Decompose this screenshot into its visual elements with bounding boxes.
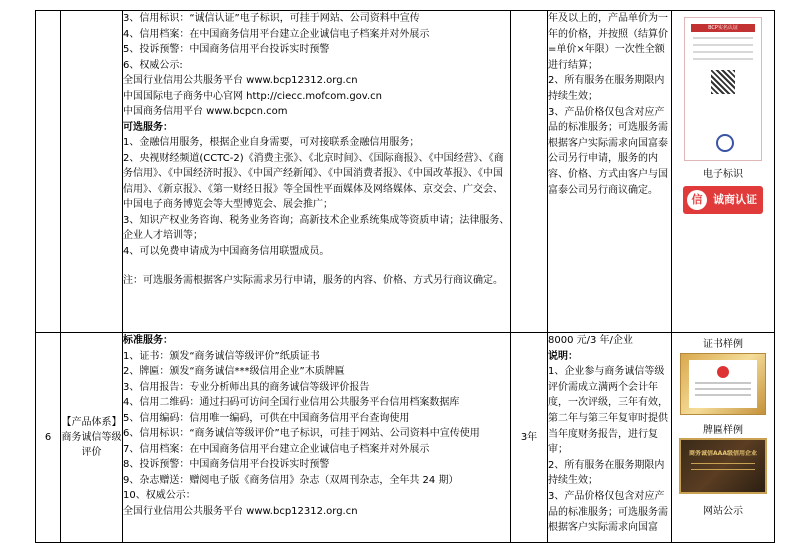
price-value: 8000 元/3 年/企业 xyxy=(548,335,633,346)
product-name-cell: 【产品体系】商务诚信等级评价 xyxy=(61,333,123,543)
service-line: 3、信用标识：“诚信认证”电子标识，可挂于网站、公司资料中宣传 xyxy=(123,13,420,24)
standard-title: 标准服务： xyxy=(123,335,173,346)
service-line: 10、权威公示： xyxy=(123,490,196,501)
service-cell xyxy=(123,11,511,333)
service-cell xyxy=(123,333,511,543)
optional-note: 注：可选服务需根据客户实际需求另行申请，服务的内容、价格、方式另行商议确定。 xyxy=(123,275,503,286)
service-line: 6、信用标识：“商务诚信等级评价”电子标识，可挂于网站、公司资料中宣传使用 xyxy=(123,428,480,439)
service-line: 6、权威公示: xyxy=(123,59,183,71)
price-cell xyxy=(548,11,672,333)
service-line: 2、牌匾：颁发“商务诚信***级信用企业”木质牌匾 xyxy=(123,366,345,377)
plaque-caption: 牌匾样例 xyxy=(703,425,743,436)
service-line: 9、杂志赠送：赠阅电子版《商务信用》杂志（双周刊杂志，全年共 24 期） xyxy=(123,474,459,486)
optional-title: 可选服务： xyxy=(123,121,173,133)
cert-header: BCP实名认证 xyxy=(691,24,755,32)
term-cell-empty xyxy=(511,11,548,333)
service-table xyxy=(35,10,775,543)
service-line: 全国行业信用公共服务平台 www.bcp12312.org.cn xyxy=(123,505,358,517)
seal-icon xyxy=(717,366,729,378)
electronic-certificate-image xyxy=(684,17,762,161)
index-cell: 6 xyxy=(36,333,61,543)
image-cell xyxy=(672,11,775,333)
service-line: 5、投诉预警：中国商务信用平台投诉实时预警 xyxy=(123,44,330,55)
price-line: 2、所有服务在服务期限内持续生效； xyxy=(548,459,665,487)
service-line: 1、证书：颁发“商务诚信等级评价”纸质证书 xyxy=(123,350,320,362)
price-line: 年及以上的，产品单价为一年的价格，并按照（结算价=单价×年限）一次性全额进行结算； xyxy=(548,13,668,71)
price-line: 3、产品价格仅包含对应产品的标准服务；可选服务需根据客户实际需求向国富 xyxy=(548,490,668,534)
seal-icon xyxy=(716,134,734,152)
optional-item: 1、金融信用服务，根据企业自身需要，可对接联系金融信用服务； xyxy=(123,137,420,148)
plaque-sample-image xyxy=(679,438,767,494)
image-cell xyxy=(672,333,775,543)
price-line: 1、企业参与商务诚信等级评价需成立满两个会计年度，一次评级，三年有效，第二年与第三年复审时提供当年度财务报告，进行复审； xyxy=(548,366,668,456)
price-line: 3、产品价格仅包含对应产品的标准服务；可选服务需根据客户实际需求向国富泰公司另行申请，服务的内容、价格、方式由客户与国富泰公司另行商议确定。 xyxy=(548,106,668,196)
index-cell-empty xyxy=(36,11,61,333)
service-line: 4、信用二维码：通过扫码可访问全国行业信用公共服务平台信用档案数据库 xyxy=(123,397,460,408)
service-line: 4、信用档案：在中国商务信用平台建立企业诚信电子档案并对外展示 xyxy=(123,28,430,40)
service-line: 5、信用编码：信用唯一编码，可供在中国商务信用平台查询使用 xyxy=(123,412,410,424)
optional-item: 2、央视财经频道(CCTC-2)《消费主张》、《北京时间》、《国际商报》、《中国经营》、《商务信用》、《中国经济时报》、《中国产经新闻》、《中国消费者报》、《中国改革报》、《中国信用》、《新京报》、《第一财经日报》等全国性平面媒体及网络媒体、京交会、广交会、中国电子商务博览会等大型博览会、展会推广； xyxy=(123,152,504,210)
service-line: 全国行业信用公共服务平台 www.bcp12312.org.cn xyxy=(123,75,358,86)
badge-icon: 信 xyxy=(687,190,707,210)
certificate-caption: 证书样例 xyxy=(703,339,743,350)
integrity-badge-image xyxy=(683,186,763,214)
certificate-sample-image xyxy=(680,353,766,415)
table-row-6 xyxy=(36,333,775,543)
service-line: 中国商务信用平台 www.bcpcn.com xyxy=(123,106,288,117)
qr-code-icon xyxy=(711,70,735,94)
website-caption: 网站公示 xyxy=(703,506,743,517)
service-line: 中国国际电子商务中心官网 http://ciecc.mofcom.gov.cn xyxy=(123,90,382,102)
badge-text: 诚商认证 xyxy=(713,193,757,206)
price-label: 说明： xyxy=(548,350,578,362)
name-cell-empty xyxy=(61,11,123,333)
term-cell: 3年 xyxy=(511,333,548,543)
service-line: 8、投诉预警：中国商务信用平台投诉实时预警 xyxy=(123,459,330,470)
price-cell xyxy=(548,333,672,543)
optional-item: 3、知识产权业务咨询、税务业务咨询；高新技术企业系统集成等资质申请；法律服务、企业人才培训等； xyxy=(123,214,510,241)
table-row-previous xyxy=(36,11,775,333)
service-line: 7、信用档案：在中国商务信用平台建立企业诚信电子档案并对外展示 xyxy=(123,443,430,455)
image-caption: 电子标识 xyxy=(703,169,743,180)
optional-item: 4、可以免费申请成为中国商务信用联盟成员。 xyxy=(123,245,330,257)
price-line: 2、所有服务在服务期限内持续生效； xyxy=(548,75,665,102)
plaque-text: 商务诚信AAA级信用企业 xyxy=(689,450,757,457)
service-line: 3、信用报告：专业分析师出具的商务诚信等级评价报告 xyxy=(123,381,370,393)
